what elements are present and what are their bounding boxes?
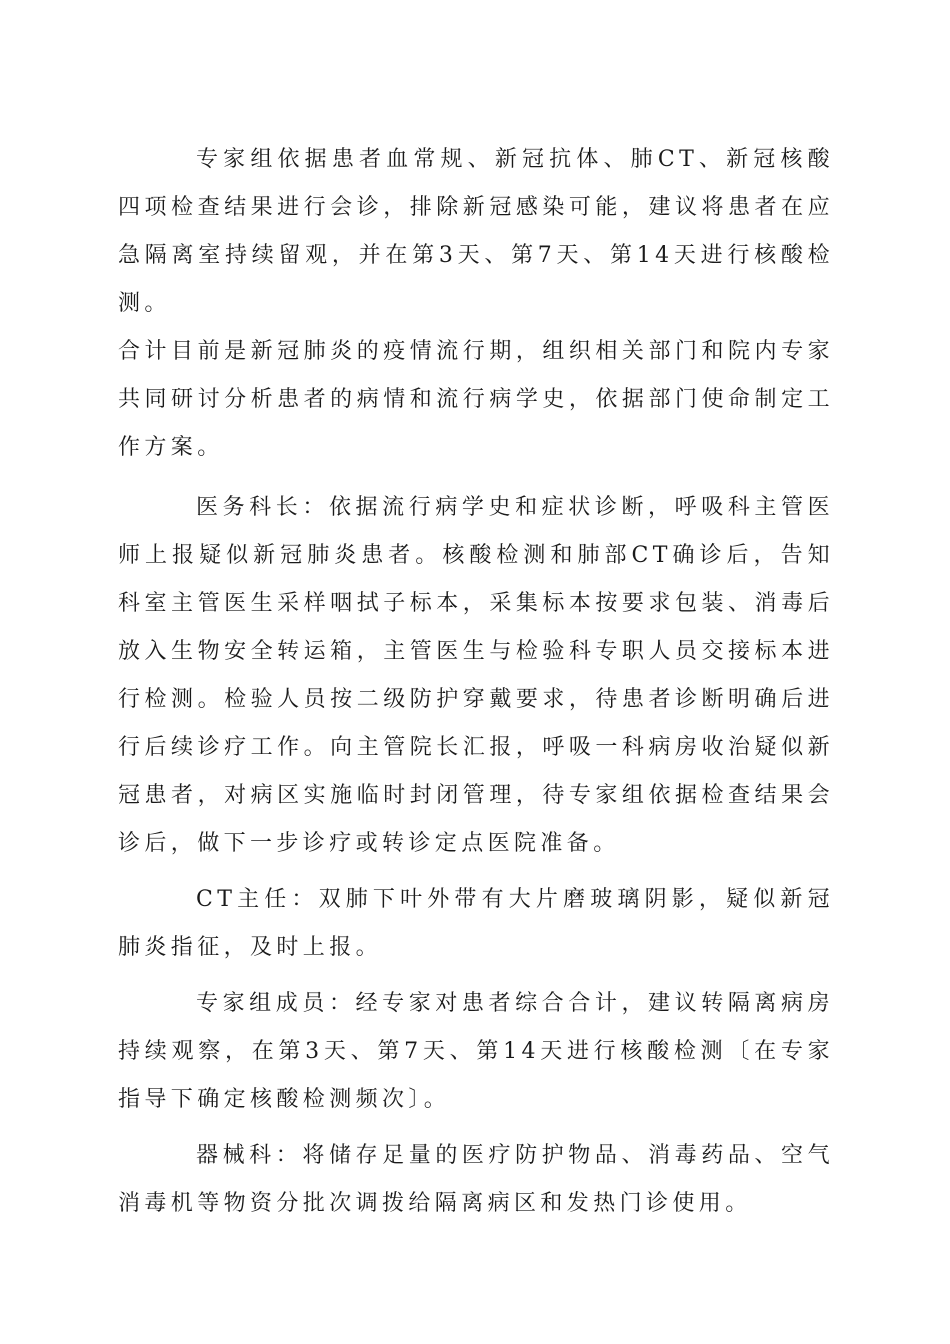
document-body	[118, 136, 834, 1228]
paragraph-expert-consultation: 专家组依据患者血常规、新冠抗体、肺CT、新冠核酸四项检查结果进行会诊，排除新冠感染可能，建议将患者在应急隔离室持续留观，并在第3天、第7天、第14天进行核酸检测。	[118, 147, 834, 316]
paragraph-epidemic-period: 合计目前是新冠肺炎的疫情流行期，组织相关部门和院内专家共同研讨分析患者的病情和流行病学史，依据部门使命制定工作方案。	[118, 339, 834, 460]
paragraph-medical-director: 医务科长：依据流行病学史和症状诊断，呼吸科主管医师上报疑似新冠肺炎患者。核酸检测和肺部CT确诊后，告知科室主管医生采样咽拭子标本，采集标本按要求包装、消毒后放入生物安全转运箱，主管医生与检验科专职人员交接标本进行检测。检验人员按二级防护穿戴要求，待患者诊断明确后进行后续诊疗工作。向主管院长汇报，呼吸一科病房收治疑似新冠患者，对病区实施临时封闭管理，待专家组依据检查结果会诊后，做下一步诊疗或转诊定点医院准备。	[118, 495, 834, 856]
paragraph-equipment-dept: 器械科：将储存足量的医疗防护物品、消毒药品、空气消毒机等物资分批次调拨给隔离病区和发热门诊使用。	[118, 1143, 834, 1216]
paragraph-ct-director: CT主任：双肺下叶外带有大片磨玻璃阴影，疑似新冠肺炎指征，及时上报。	[118, 887, 834, 960]
paragraph-expert-member: 专家组成员：经专家对患者综合合计，建议转隔离病房持续观察，在第3天、第7天、第14天进行核酸检测〔在专家指导下确定核酸检测频次〕。	[118, 991, 834, 1112]
